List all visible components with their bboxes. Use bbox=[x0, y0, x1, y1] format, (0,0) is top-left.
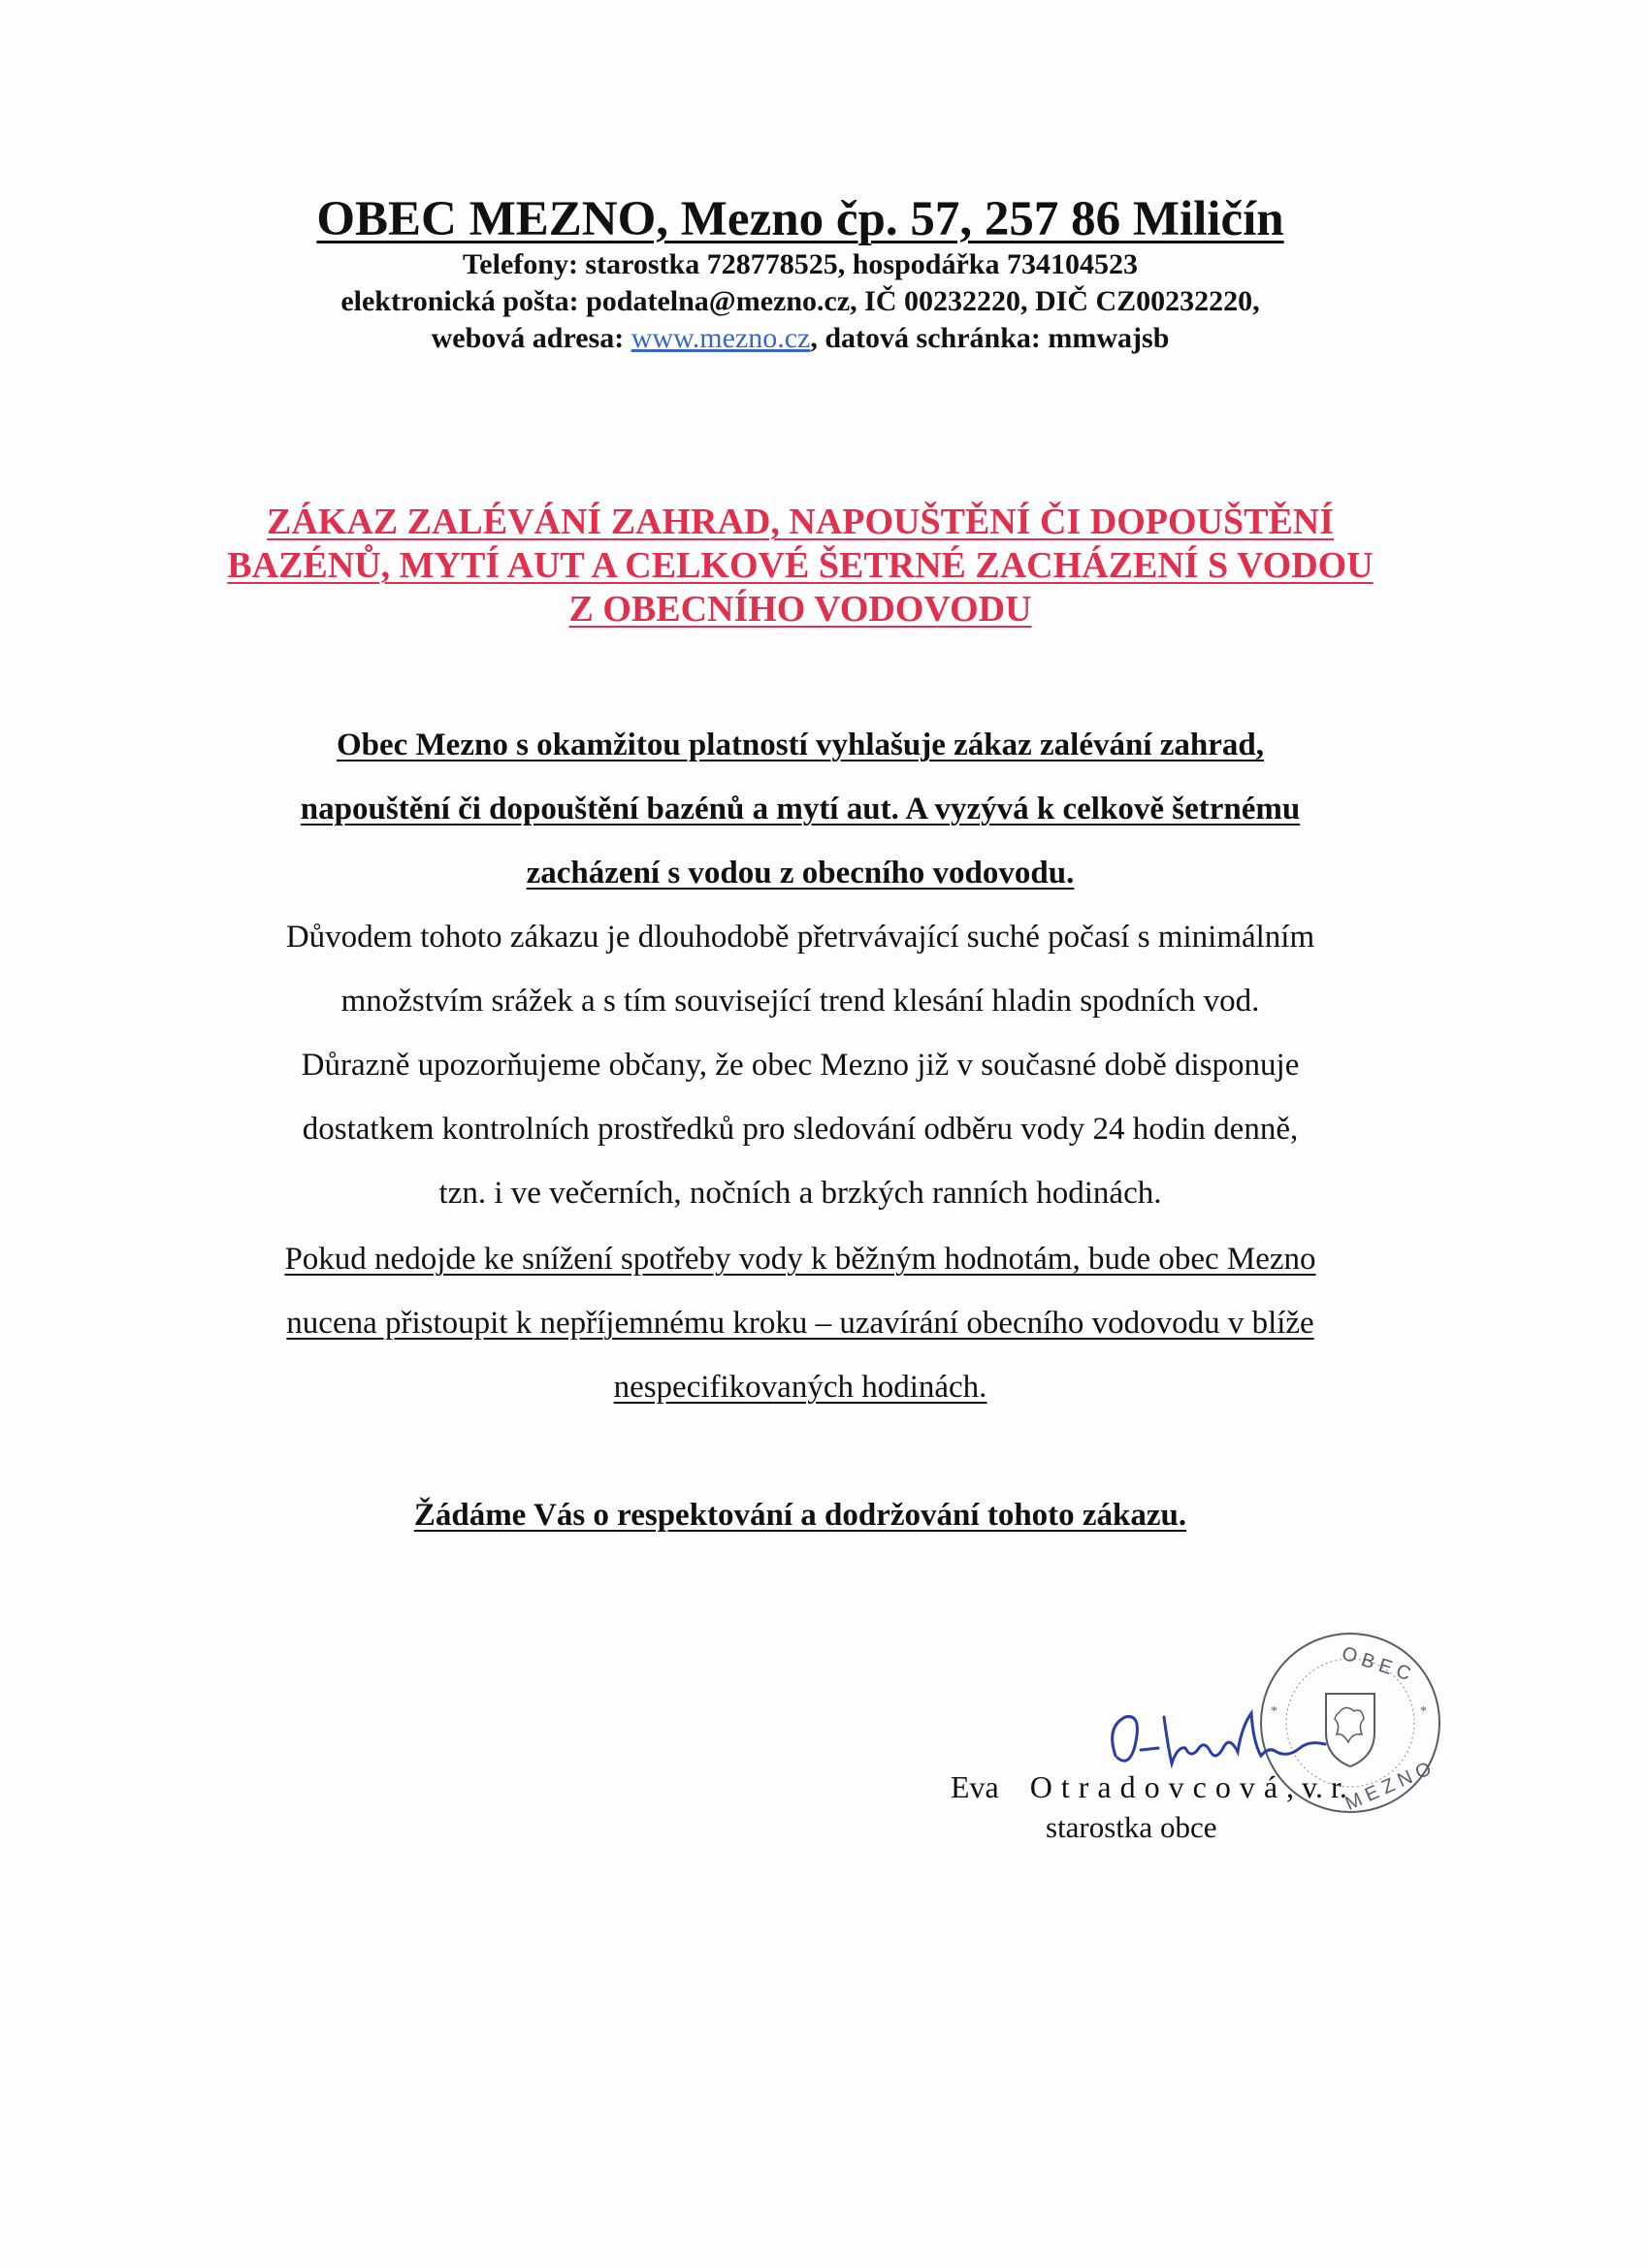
stamp-star-left: * bbox=[1271, 1704, 1277, 1719]
announcement-line-2 bbox=[0, 788, 1600, 830]
signatory-name bbox=[951, 1767, 1347, 1806]
announcement-line-3 bbox=[0, 852, 1600, 894]
warning-line-1 bbox=[0, 1238, 1600, 1280]
headline-line-1 bbox=[0, 501, 1600, 544]
warning-line-1-text: Pokud nedojde ke snížení spotřeby vody k běžným hodnotám, bude obec Mezno bbox=[284, 1242, 1316, 1277]
letterhead-email-line: elektronická pošta: podatelna@mezno.cz, IČ 00232220, DIČ CZ00232220, bbox=[340, 285, 1260, 317]
request-text: Žádáme Vás o respektování a dodržování tohoto zákazu. bbox=[413, 1498, 1187, 1533]
reason-line-4: dostatkem kontrolních prostředků pro sledování odběru vody 24 hodin denně, bbox=[302, 1112, 1299, 1147]
signatory-role: starostka obce bbox=[1046, 1810, 1217, 1844]
request-line bbox=[0, 1494, 1600, 1537]
reason-line-5: tzn. i ve večerních, nočních a brzkých ranních hodinách. bbox=[438, 1176, 1162, 1211]
stamp-text-bottom: M E Z N O bbox=[1342, 1758, 1435, 1815]
announcement-line-3-text: zacházení s vodou z obecního vodovodu. bbox=[526, 856, 1075, 891]
headline-line-3 bbox=[0, 588, 1600, 632]
announcement-line-1 bbox=[0, 724, 1600, 766]
letterhead-title bbox=[0, 190, 1600, 248]
reason-line-1: Důvodem tohoto zákazu je dlouhodobě přetrvávající suché počasí s minimálním bbox=[285, 920, 1315, 955]
stamp-star-right: * bbox=[1420, 1704, 1427, 1719]
announcement-line-1-text: Obec Mezno s okamžitou platností vyhlašuje zákaz zalévání zahrad, bbox=[336, 728, 1265, 762]
headline-line-1-text: ZÁKAZ ZALÉVÁNÍ ZAHRAD, NAPOUŠTĚNÍ ČI DOPOUŠTĚNÍ bbox=[266, 502, 1335, 542]
web-suffix: , datová schránka: mmwajsb bbox=[810, 322, 1170, 354]
stamp-text-top: O B E C bbox=[1339, 1642, 1414, 1686]
signatory-suffix: , v. r. bbox=[1286, 1769, 1347, 1804]
headline-line-2 bbox=[0, 544, 1600, 588]
letterhead-phones: Telefony: starostka 728778525, hospodářka 734104523 bbox=[463, 248, 1138, 280]
signatory-first-name: Eva bbox=[951, 1769, 999, 1804]
headline-line-3-text: Z OBECNÍHO VODOVODU bbox=[568, 589, 1032, 630]
reason-line-3: Důrazně upozorňujeme občany, že obec Mezno již v současné době disponuje bbox=[301, 1048, 1300, 1083]
web-prefix: webová adresa: bbox=[431, 322, 631, 354]
warning-line-2-text: nucena přistoupit k nepříjemnému kroku – uzavírání obecního vodovodu v blíže bbox=[286, 1306, 1314, 1341]
letterhead-title-text: OBEC MEZNO, Mezno čp. 57, 257 86 Miličín bbox=[316, 192, 1284, 246]
letterhead-web-line bbox=[0, 320, 1600, 357]
reason-line-2: množstvím srážek a s tím související trend klesání hladin spodních vod. bbox=[340, 984, 1260, 1019]
warning-line-2 bbox=[0, 1302, 1600, 1345]
announcement-line-2-text: napouštění či dopouštění bazénů a mytí aut. A vyzývá k celkově šetrnému bbox=[300, 792, 1301, 826]
signatory-last-name: Otradovcová bbox=[1029, 1769, 1287, 1804]
headline-line-2-text: BAZÉNŮ, MYTÍ AUT A CELKOVÉ ŠETRNÉ ZACHÁZENÍ S VODOU bbox=[227, 545, 1374, 586]
website-link[interactable]: www.mezno.cz bbox=[630, 322, 811, 354]
warning-line-3 bbox=[0, 1366, 1600, 1409]
warning-line-3-text: nespecifikovaných hodinách. bbox=[613, 1370, 987, 1405]
